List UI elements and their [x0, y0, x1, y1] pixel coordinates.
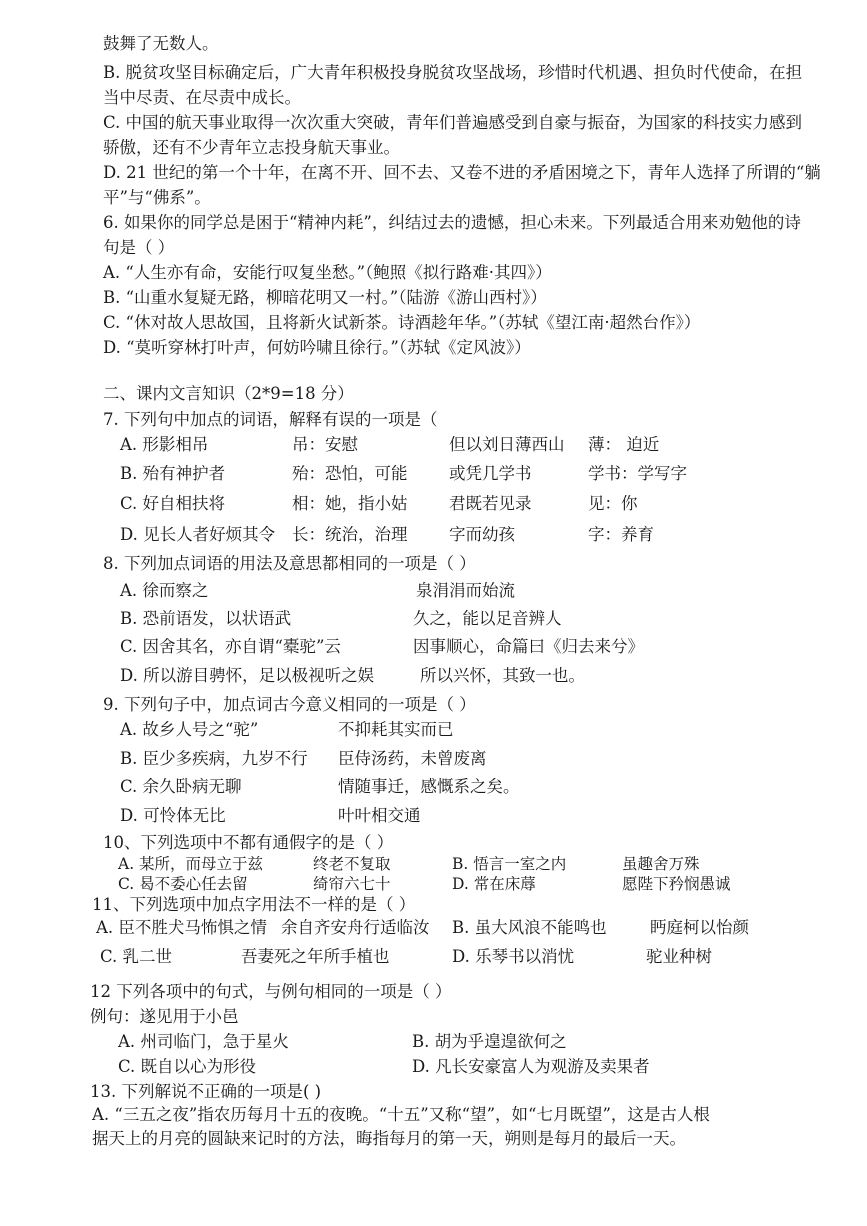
q12-example: 例句：遂见用于小邑 [90, 1007, 239, 1026]
q8-c-sentence2: 因事顺心，命篇曰《归去来兮》 [413, 637, 644, 656]
q10-a-part1: A. 某所，而母立于兹 [118, 855, 264, 873]
q12-c: C. 既自以心为形役 [118, 1057, 257, 1076]
q12-b: B. 胡为乎遑遑欲何之 [412, 1032, 567, 1051]
q7-c-gloss2: 见：你 [588, 494, 638, 513]
q7-c-gloss1: 相：她，指小姑 [292, 494, 408, 513]
q10-b-part1: B. 悟言一室之内 [452, 855, 567, 873]
q7-d-sentence2: 字而幼孩 [449, 525, 515, 544]
q11-b-part1: B. 虽大风浪不能鸣也 [452, 918, 607, 937]
q8-b-sentence1: B. 恐前语发，以状语武 [120, 609, 292, 628]
q9-b-sentence2: 臣侍汤药，未曾废离 [338, 749, 487, 768]
q5-option-b-line1: B. 脱贫攻坚目标确定后，广大青年积极投身脱贫攻坚战场，珍惜时代机遇、担负时代使命，在担 [103, 63, 803, 82]
q11-stem: 11、下列选项中加点字用法不一样的是（ ） [92, 895, 416, 914]
q10-c-part1: C. 曷不委心任去留 [118, 875, 248, 893]
q13-option-a-line1: A. “三五之夜”指农历每月十五的夜晚。“十五”又称“望”，如“七月既望”，这是古人根 [92, 1105, 710, 1124]
q8-d-sentence2: 所以兴怀，其致一也。 [420, 666, 585, 685]
q9-a-sentence2: 不抑耗其实而已 [338, 720, 454, 739]
q7-d-sentence1: D. 见长人者好烦其令 [120, 525, 276, 544]
q8-c-sentence1: C. 因舍其名，亦自谓“橐驼”云 [120, 637, 341, 656]
section-heading: 二、课内文言知识（2*9=18 分） [103, 384, 354, 403]
q6-option-d: D. “莫听穿林打叶声，何妨吟啸且徐行。”（苏轼《定风波》） [103, 338, 531, 357]
q7-d-gloss2: 字：养育 [588, 525, 654, 544]
q9-b-sentence1: B. 臣少多疾病，九岁不行 [120, 749, 308, 768]
q9-c-sentence1: C. 余久卧病无聊 [120, 777, 242, 796]
q12-a: A. 州司临门，急于星火 [118, 1032, 289, 1051]
q5-option-b-line2: 当中尽责、在尽责中成长。 [103, 88, 301, 107]
q12-stem: 12 下列各项中的句式，与例句相同的一项是（ ） [90, 982, 452, 1001]
q5-option-c-line2: 骄傲，还有不少青年立志投身航天事业。 [103, 138, 400, 157]
q6-option-c: C. “休对故人思故国，且将新火试新茶。诗酒趁年华。”（苏轼《望江南·超然台作》） [103, 313, 701, 332]
q7-stem: 7. 下列句中加点的词语，解释有误的一项是（ [103, 410, 438, 429]
q8-stem: 8. 下列加点词语的用法及意思都相同的一项是（ ） [103, 554, 476, 573]
q10-c-part2: 绮帘六七十 [313, 875, 391, 893]
q8-a-sentence1: A. 徐而察之 [120, 581, 209, 600]
q5-option-d-line2: 平”与“佛系”。 [103, 188, 211, 207]
q11-d-part1: D. 乐琴书以消忧 [452, 947, 575, 966]
q13-stem: 13. 下列解说不正确的一项是( ) [90, 1082, 322, 1101]
q10-a-part2: 终老不复取 [313, 855, 391, 873]
q9-d-sentence1: D. 可怜体无比 [120, 806, 226, 825]
q8-a-sentence2: 泉涓涓而始流 [416, 581, 515, 600]
q9-stem: 9. 下列句子中，加点词古今意义相同的一项是（ ） [103, 695, 476, 714]
q6-stem-line2: 句是（ ） [103, 238, 175, 257]
q7-a-gloss1: 吊：安慰 [292, 435, 358, 454]
q7-c-sentence2: 君既若见录 [449, 494, 532, 513]
q8-b-sentence2: 久之，能以足音辨人 [413, 609, 562, 628]
q11-a-part2: 余自齐安舟行适临汝 [281, 918, 430, 937]
q5-a-tail: 鼓舞了无数人。 [103, 34, 219, 53]
q10-b-part2: 虽趣舍万殊 [622, 855, 700, 873]
q5-option-c-line1: C. 中国的航天事业取得一次次重大突破，青年们普遍感受到自豪与振奋，为国家的科技实力感到 [103, 113, 803, 132]
q10-d-part2: 愿陛下矜悯愚诚 [622, 875, 731, 893]
q13-option-a-line2: 据天上的月亮的圆缺来记时的方法，晦指每月的第一天，朔则是每月的最后一天。 [92, 1129, 686, 1148]
q8-d-sentence1: D. 所以游目骋怀，足以极视听之娱 [120, 666, 375, 685]
q12-d: D. 凡长安豪富人为观游及卖果者 [412, 1057, 650, 1076]
q6-option-b: B. “山重水复疑无路，柳暗花明又一村。”（陆游《游山西村》） [103, 288, 547, 307]
q10-stem: 10、下列选项中不都有通假字的是（ ） [103, 833, 394, 852]
q7-a-gloss2: 薄： 迫近 [588, 435, 660, 454]
q11-d-part2: 驼业种树 [646, 947, 712, 966]
q9-d-sentence2: 叶叶相交通 [338, 806, 421, 825]
q7-a-sentence1: A. 形影相吊 [120, 435, 209, 454]
q11-c-part2: 吾妻死之年所手植也 [241, 947, 390, 966]
q11-c-part1: C. 乳二世 [100, 947, 173, 966]
q5-option-d-line1: D. 21 世纪的第一个十年，在离不开、回不去、又卷不进的矛盾困境之下，青年人选择了所谓的“躺 [103, 163, 821, 182]
q7-a-sentence2: 但以刘日薄西山 [449, 435, 565, 454]
q7-d-gloss1: 长：统治，治理 [292, 525, 408, 544]
q9-a-sentence1: A. 故乡人号之“驼” [120, 720, 259, 739]
q11-b-part2: 眄庭柯以怡颜 [650, 918, 749, 937]
q6-stem-line1: 6. 如果你的同学总是困于“精神内耗”，纠结过去的遗憾，担心未来。下列最适合用来劝勉他的诗 [103, 213, 801, 232]
q6-option-a: A. “人生亦有命，安能行叹复坐愁。”（鲍照《拟行路难·其四》） [103, 263, 552, 282]
q7-b-gloss1: 殆：恐怕，可能 [292, 464, 408, 483]
q7-b-sentence2: 或凭几学书 [449, 464, 532, 483]
q7-c-sentence1: C. 好自相扶将 [120, 494, 226, 513]
q9-c-sentence2: 情随事迁，感慨系之矣。 [338, 777, 520, 796]
q10-d-part1: D. 常在床蓐 [452, 875, 536, 893]
q11-a-part1: A. 臣不胜犬马怖惧之情 [96, 918, 267, 937]
q7-b-sentence1: B. 殆有神护者 [120, 464, 226, 483]
q7-b-gloss2: 学书：学写字 [588, 464, 687, 483]
